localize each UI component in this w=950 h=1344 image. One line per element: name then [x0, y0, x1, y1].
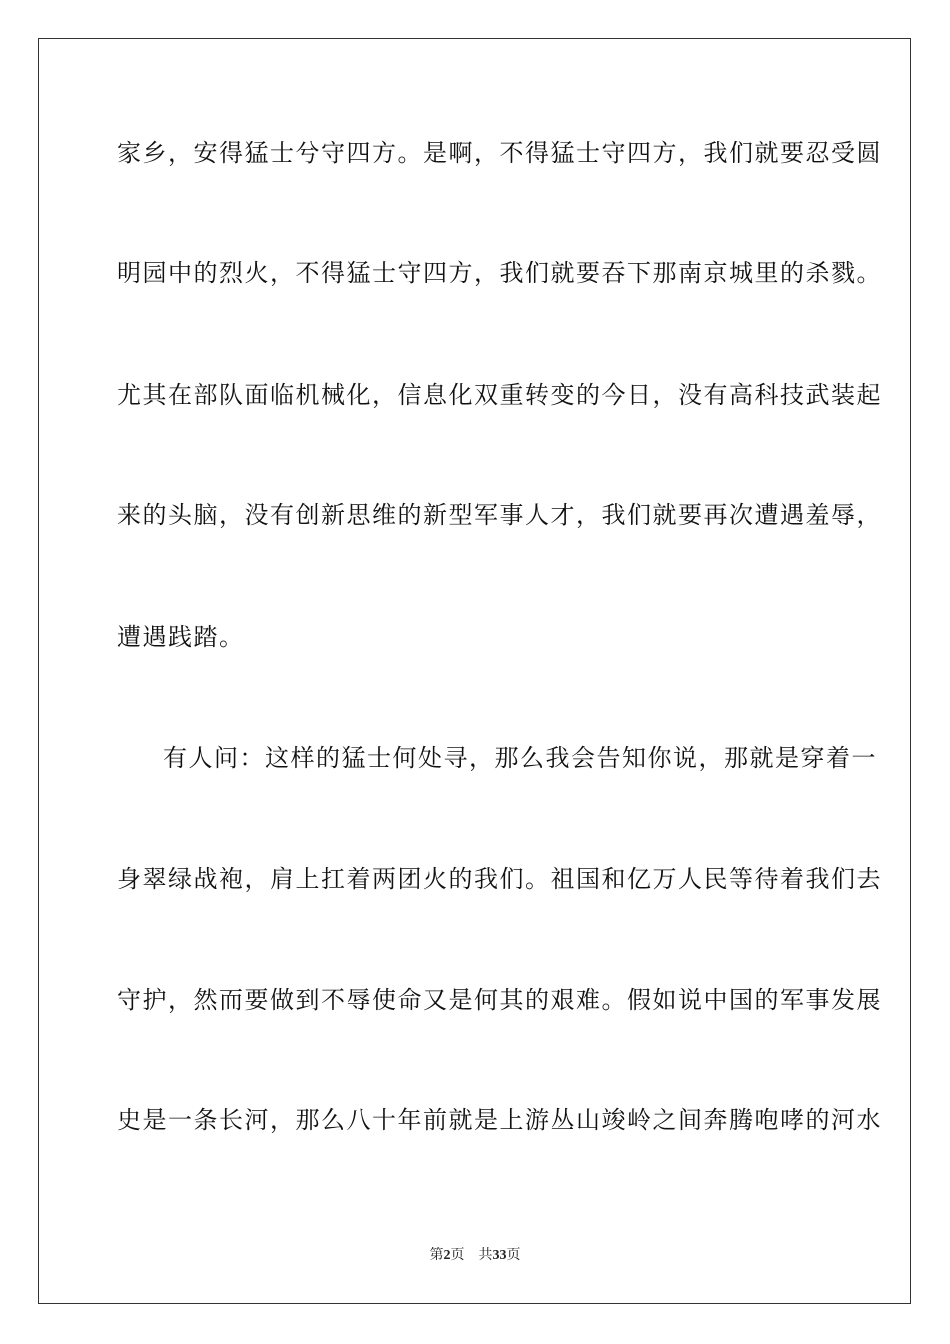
text-line-9: 史是一条长河，那么八十年前就是上游丛山竣岭之间奔腾咆哮的河水 [117, 1106, 882, 1134]
page-current-number: 2 [443, 1248, 451, 1263]
text-line-5: 遭遇践踏。 [117, 623, 245, 651]
text-line-4: 来的头脑，没有创新思维的新型军事人才，我们就要再次遭遇羞辱， [117, 501, 882, 529]
text-line-6-paragraph-start: 有人问：这样的猛士何处寻，那么我会告知你说，那就是穿着一 [163, 744, 877, 772]
page-total-number: 33 [492, 1248, 507, 1263]
text-line-3: 尤其在部队面临机械化，信息化双重转变的今日，没有高科技武装起 [117, 381, 882, 409]
total-suffix: 页 [506, 1247, 521, 1263]
page-footer [0, 1246, 950, 1265]
text-line-1: 家乡，安得猛士兮守四方。是啊，不得猛士守四方，我们就要忍受圆 [117, 139, 882, 167]
page-prefix: 第 [429, 1247, 444, 1263]
text-line-7: 身翠绿战袍，肩上扛着两团火的我们。祖国和亿万人民等待着我们去 [117, 865, 882, 893]
text-line-2: 明园中的烈火，不得猛士守四方，我们就要吞下那南京城里的杀戮。 [117, 259, 882, 287]
page-suffix: 页 [450, 1247, 465, 1263]
text-line-8: 守护，然而要做到不辱使命又是何其的艰难。假如说中国的军事发展 [117, 986, 882, 1014]
total-prefix: 共 [478, 1247, 493, 1263]
